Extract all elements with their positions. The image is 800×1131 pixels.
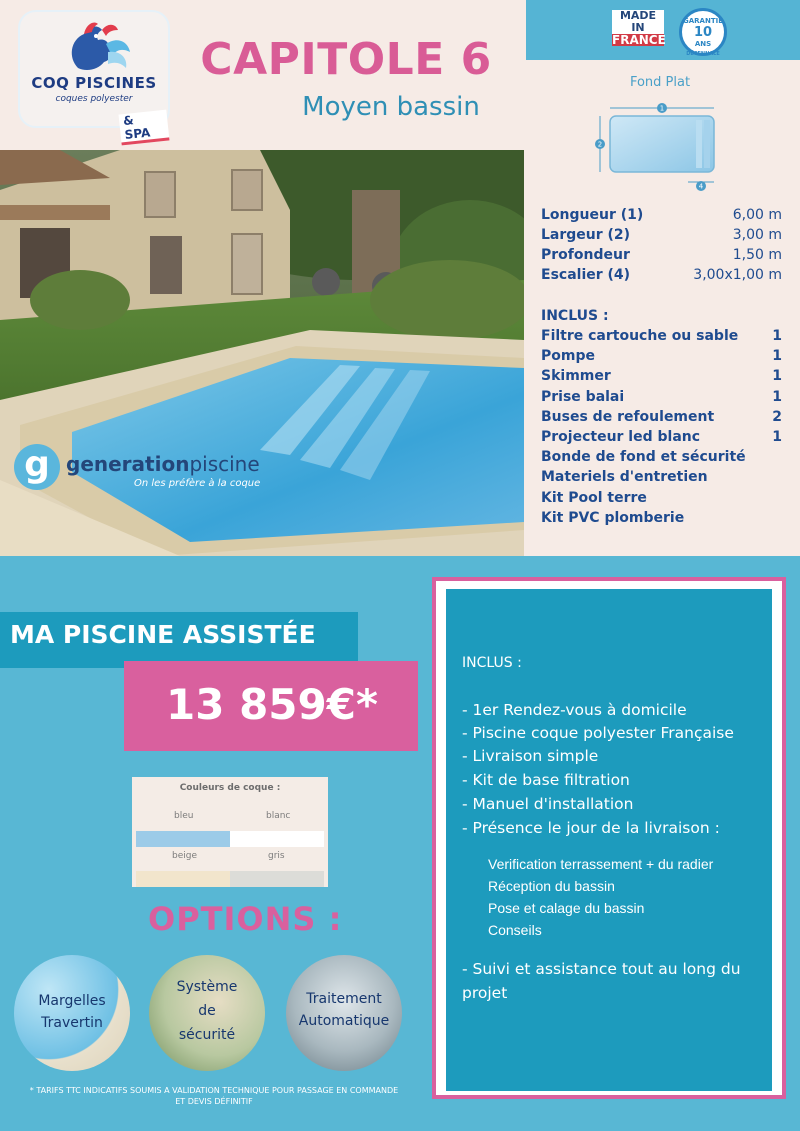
garantie-top: GARANTIE	[683, 17, 723, 25]
item-qty: 1	[772, 428, 782, 445]
service-title: INCLUS :	[462, 655, 522, 671]
color-swatch-gris	[230, 871, 324, 887]
service-item: - Manuel d'installation	[462, 795, 634, 813]
inclus-list	[541, 328, 782, 530]
list-item	[541, 389, 782, 409]
generation-piscine-logo	[14, 444, 264, 492]
made-in-line2: FRANCE	[612, 33, 666, 47]
dimension-label: Largeur (2)	[541, 227, 631, 243]
dimension-value: 6,00 m	[732, 207, 782, 223]
list-item	[541, 409, 782, 429]
service-sub-item: Verification terrassement + du radier	[488, 856, 714, 872]
dimension-label: Profondeur	[541, 247, 630, 263]
dimension-row	[541, 227, 782, 247]
footnote-line2: ET DEVIS DÉFINITIF	[175, 1097, 253, 1106]
diagram-title: Fond Plat	[629, 75, 691, 90]
marker-2-text: 2	[597, 140, 603, 149]
inclus-title: INCLUS :	[541, 308, 609, 324]
brand-spa: & SPA	[119, 110, 170, 146]
option-label-line1: Système	[176, 979, 238, 995]
item-label: Projecteur led blanc	[541, 428, 701, 445]
option-label-line1: Margelles	[38, 993, 106, 1009]
option-label-line2: Automatique	[298, 1013, 390, 1029]
rooster-icon	[58, 18, 132, 80]
footnote-line1: * TARIFS TTC INDICATIFS SOUMIS A VALIDATION TECHNIQUE POUR PASSAGE EN COMMANDE	[29, 1086, 399, 1095]
gp-name-light: piscine	[189, 452, 260, 476]
list-item	[541, 429, 782, 449]
dimension-label: Longueur (1)	[541, 207, 644, 223]
generation-piscine-icon: g	[14, 444, 60, 490]
service-sub-item: Réception du bassin	[488, 878, 615, 894]
color-swatch-beige	[136, 871, 230, 887]
item-label: Materiels d'entretien	[541, 469, 708, 486]
service-final-line1: - Suivi et assistance tout au long du	[462, 960, 741, 978]
dimension-row	[541, 207, 782, 227]
marker-1-text: 1	[659, 104, 665, 113]
item-label: Kit PVC plomberie	[541, 509, 685, 526]
list-item	[541, 348, 782, 368]
list-item	[541, 469, 782, 489]
dimension-value: 1,50 m	[732, 247, 782, 263]
garantie-unit: ANS	[694, 40, 712, 48]
option-traitement[interactable]	[286, 955, 402, 1071]
generation-piscine-name	[66, 452, 260, 476]
item-label: Pompe	[541, 348, 595, 365]
pool-diagram	[588, 100, 728, 192]
marker-4-text: 4	[698, 182, 704, 191]
garantie-badge	[679, 8, 727, 56]
made-in-france-badge	[612, 10, 664, 46]
color-label-blanc: blanc	[266, 811, 291, 821]
option-label-line3: sécurité	[178, 1027, 236, 1043]
brand-logo	[18, 10, 170, 143]
service-item: - Livraison simple	[462, 747, 599, 765]
item-qty: 1	[772, 328, 782, 344]
color-swatch-blanc	[230, 831, 324, 847]
list-item	[541, 368, 782, 388]
list-item	[541, 449, 782, 469]
offer-title: MA PISCINE ASSISTÉE	[10, 620, 316, 649]
item-label: Kit Pool terre	[541, 489, 647, 506]
item-label: Bonde de fond et sécurité	[541, 449, 746, 466]
gp-name-bold: generation	[66, 452, 190, 476]
dimension-value: 3,00 m	[732, 227, 782, 243]
item-qty: 1	[772, 348, 782, 365]
price: 13 859€*	[166, 680, 378, 729]
item-qty: 2	[772, 408, 782, 425]
list-item	[541, 490, 782, 510]
option-label-line1: Traitement	[306, 991, 382, 1007]
dimension-row	[541, 267, 782, 287]
garantie-num: 10	[693, 25, 713, 40]
service-sub-item: Conseils	[488, 922, 542, 938]
item-label: Buses de refoulement	[541, 408, 715, 425]
page-subtitle: Moyen bassin	[302, 92, 480, 122]
list-item	[541, 328, 782, 348]
color-label-gris: gris	[268, 851, 285, 861]
option-securite[interactable]	[149, 955, 265, 1071]
dimension-value: 3,00x1,00 m	[693, 267, 782, 283]
option-label-line2: de	[198, 1003, 216, 1019]
page-title: CAPITOLE 6	[200, 34, 492, 85]
service-final-line2: projet	[462, 984, 508, 1002]
colors-title: Couleurs de coque :	[179, 783, 281, 793]
brand-tagline: coques polyester	[55, 94, 133, 104]
item-label: Skimmer	[541, 368, 611, 385]
pool-photo	[0, 150, 524, 556]
item-qty: 1	[772, 368, 782, 385]
list-item	[541, 510, 782, 530]
options-title: OPTIONS :	[148, 900, 343, 938]
brand-name: COQ PISCINES	[31, 74, 157, 92]
color-label-beige: beige	[172, 851, 198, 861]
option-label-line2: Travertin	[41, 1015, 103, 1031]
dimension-label: Escalier (4)	[541, 267, 631, 283]
colors-card	[132, 777, 328, 887]
service-item: - Présence le jour de la livraison :	[462, 819, 720, 837]
option-margelles[interactable]	[14, 955, 130, 1071]
footnote	[0, 1085, 428, 1107]
dimension-row	[541, 247, 782, 267]
dimensions-list	[541, 207, 782, 287]
service-item: - Piscine coque polyester Française	[462, 724, 734, 742]
item-label: Filtre cartouche ou sable	[541, 328, 739, 344]
service-item: - 1er Rendez-vous à domicile	[462, 701, 687, 719]
color-swatch-bleu	[136, 831, 230, 847]
made-in-line1: MADE IN	[612, 10, 664, 34]
garantie-bottom: DÉCENNALE	[686, 51, 720, 57]
service-sub-item: Pose et calage du bassin	[488, 900, 645, 916]
service-item: - Kit de base filtration	[462, 771, 630, 789]
item-label: Prise balai	[541, 388, 625, 405]
color-label-bleu: bleu	[174, 811, 194, 821]
item-qty: 1	[772, 388, 782, 405]
generation-piscine-tagline: On les préfère à la coque	[134, 478, 261, 489]
